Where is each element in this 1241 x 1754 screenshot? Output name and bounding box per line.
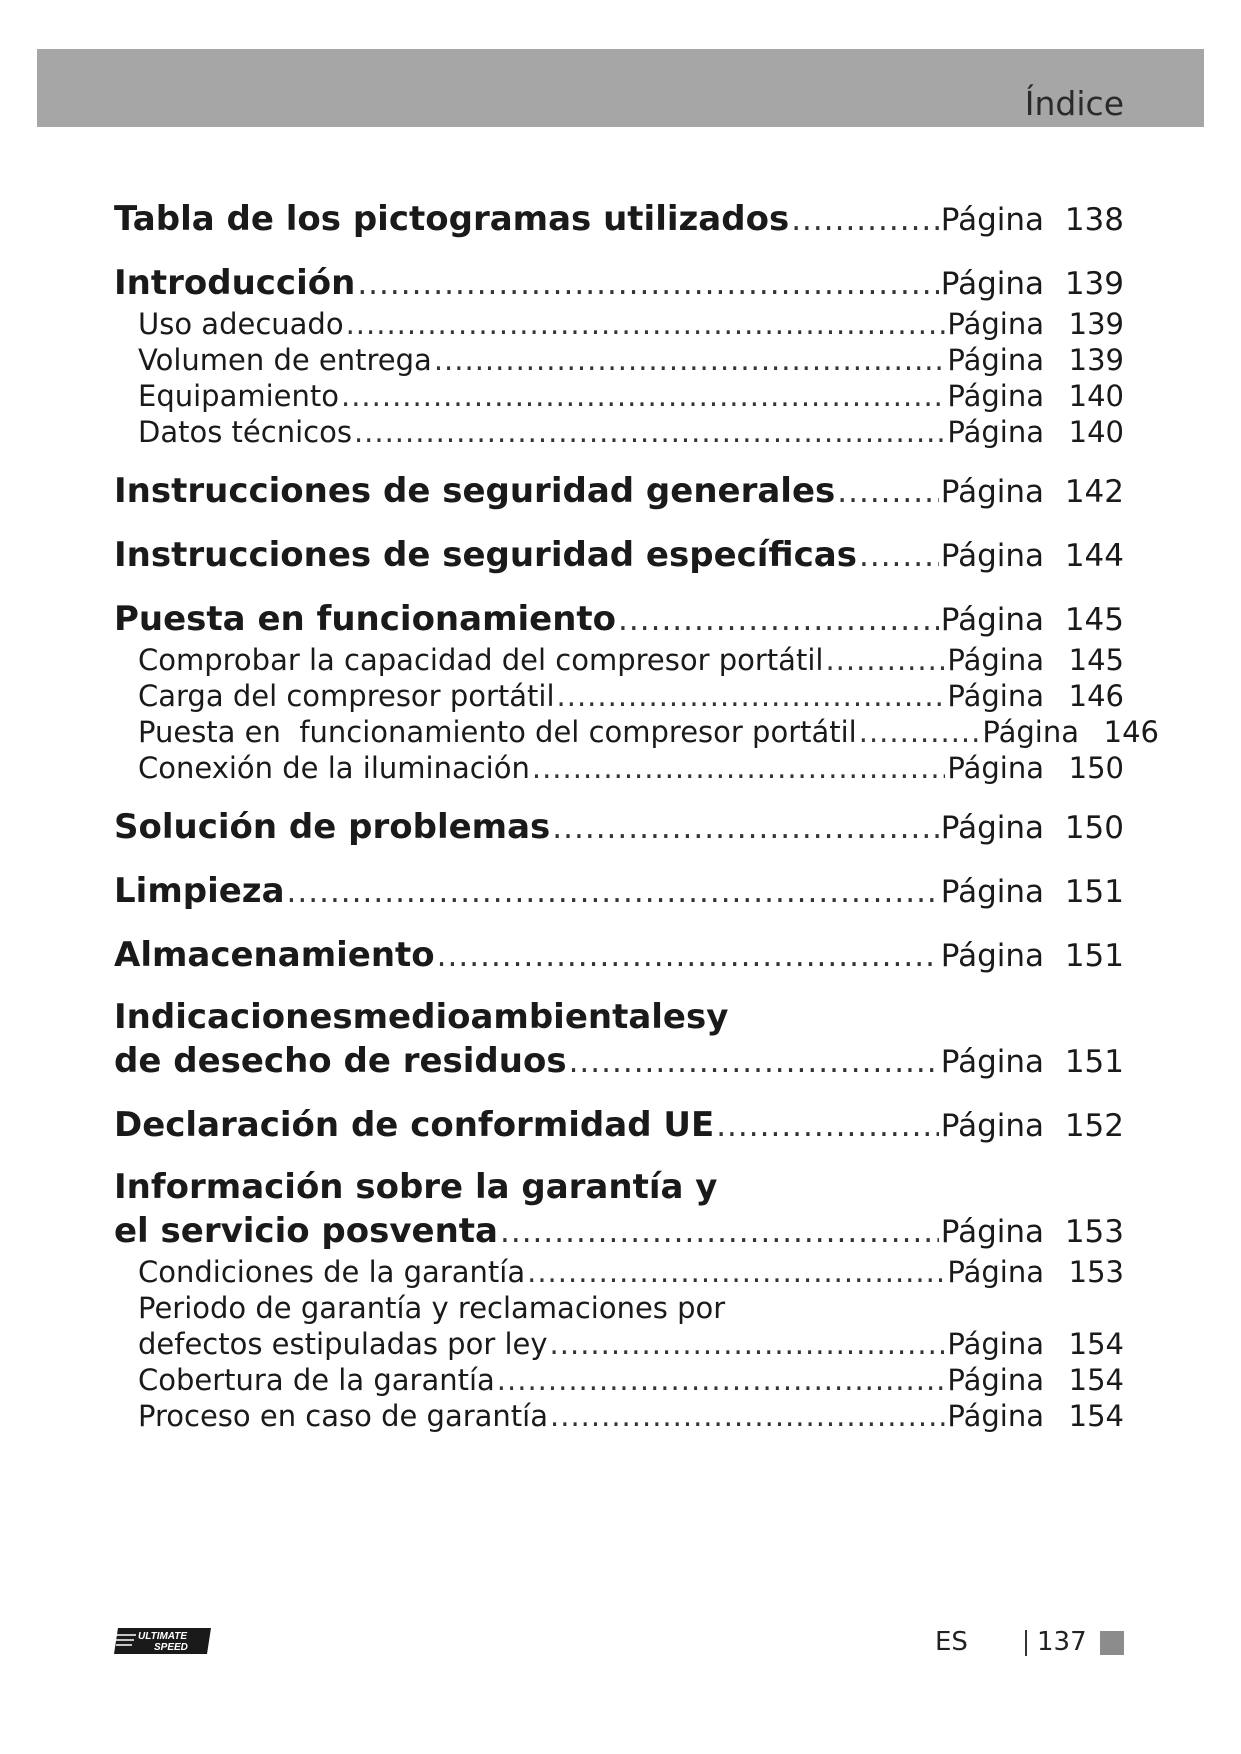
footer-language: ES bbox=[935, 1627, 968, 1657]
toc-entry-title: Uso adecuado bbox=[138, 307, 344, 341]
toc-page-label: Página bbox=[940, 602, 1044, 638]
toc-page-number: 146 bbox=[1103, 715, 1159, 749]
toc-entry-title: Limpieza bbox=[114, 871, 285, 911]
toc-subentry[interactable] bbox=[114, 306, 1124, 342]
header-bar bbox=[37, 49, 1204, 127]
svg-text:SPEED: SPEED bbox=[154, 1642, 188, 1653]
toc-entry[interactable] bbox=[114, 468, 1124, 514]
toc-subentry[interactable] bbox=[114, 642, 1124, 678]
toc-page-label: Página bbox=[947, 379, 1044, 413]
toc-subentry[interactable] bbox=[114, 750, 1124, 786]
svg-text:ULTIMATE: ULTIMATE bbox=[138, 1631, 188, 1642]
toc-subentry[interactable] bbox=[114, 1398, 1124, 1434]
toc-entry[interactable] bbox=[114, 532, 1124, 578]
toc-entry-title-line1: Periodo de garantía y reclamaciones por bbox=[138, 1291, 726, 1325]
toc-entry-title: Conexión de la iluminación bbox=[138, 751, 530, 785]
toc-entry-title: Datos técnicos bbox=[138, 415, 352, 449]
toc-page-label: Página bbox=[947, 751, 1044, 785]
toc-entry-title: Solución de problemas bbox=[114, 807, 551, 847]
toc-page-label: Página bbox=[947, 1363, 1044, 1397]
footer-page-number: 137 bbox=[1037, 1627, 1087, 1657]
toc-page-label: Página bbox=[940, 1044, 1044, 1080]
toc-page-label: Página bbox=[940, 874, 1044, 910]
toc-page-number: 146 bbox=[1068, 679, 1124, 713]
toc-page-number: 140 bbox=[1068, 379, 1124, 413]
toc-entry-title: Cobertura de la garantía bbox=[138, 1363, 495, 1397]
toc-page-label: Página bbox=[947, 307, 1044, 341]
toc-page-label: Página bbox=[940, 1108, 1044, 1144]
toc-entry-title-line1: Información sobre la garantía y bbox=[114, 1167, 718, 1207]
toc-subentry[interactable] bbox=[114, 414, 1124, 450]
toc-entry-title: Declaración de conformidad UE bbox=[114, 1105, 715, 1145]
toc-entry[interactable] bbox=[114, 1208, 1124, 1254]
toc-page-number: 154 bbox=[1068, 1399, 1124, 1433]
footer-divider bbox=[1025, 1630, 1027, 1656]
toc-page-number: 138 bbox=[1064, 202, 1124, 238]
toc-entry-title: Introducción bbox=[114, 263, 356, 303]
toc-page-number: 153 bbox=[1068, 1255, 1124, 1289]
toc-entry-title: Comprobar la capacidad del compresor portátil bbox=[138, 643, 824, 677]
toc-page-label: Página bbox=[947, 1255, 1044, 1289]
toc-page-label: Página bbox=[947, 343, 1044, 377]
toc-page-number: 139 bbox=[1068, 343, 1124, 377]
toc-entry-title: defectos estipuladas por ley bbox=[138, 1327, 548, 1361]
toc-entry-title: Condiciones de la garantía bbox=[138, 1255, 526, 1289]
toc-entry-title: el servicio posventa bbox=[114, 1211, 498, 1251]
toc-page-label: Página bbox=[940, 266, 1044, 302]
page-title: Índice bbox=[1024, 84, 1124, 123]
toc-page-number: 139 bbox=[1064, 266, 1124, 302]
toc-entry-title: Equipamiento bbox=[138, 379, 339, 413]
toc-page-number: 151 bbox=[1064, 874, 1124, 910]
toc-entry-title: Carga del compresor portátil bbox=[138, 679, 555, 713]
toc-entry[interactable] bbox=[114, 932, 1124, 978]
toc-page-number: 145 bbox=[1064, 602, 1124, 638]
toc-subentry[interactable] bbox=[114, 714, 1159, 750]
toc-page-number: 152 bbox=[1064, 1108, 1124, 1144]
toc-page-label: Página bbox=[940, 810, 1044, 846]
footer-marker bbox=[1100, 1631, 1124, 1655]
table-of-contents bbox=[114, 196, 1159, 1434]
toc-subentry[interactable] bbox=[114, 678, 1124, 714]
toc-entry[interactable] bbox=[114, 1038, 1124, 1084]
toc-page-number: 144 bbox=[1064, 538, 1124, 574]
toc-page-number: 150 bbox=[1068, 751, 1124, 785]
toc-subentry[interactable] bbox=[114, 1254, 1124, 1290]
brand-logo bbox=[114, 1626, 211, 1656]
toc-entry[interactable] bbox=[114, 804, 1124, 850]
toc-entry-title: Tabla de los pictogramas utilizados bbox=[114, 199, 790, 239]
toc-entry-title: Instrucciones de seguridad específicas bbox=[114, 535, 857, 575]
toc-page-label: Página bbox=[940, 202, 1044, 238]
toc-entry[interactable] bbox=[114, 596, 1124, 642]
toc-subentry[interactable] bbox=[114, 342, 1124, 378]
toc-page-label: Página bbox=[947, 679, 1044, 713]
toc-page-number: 140 bbox=[1068, 415, 1124, 449]
toc-page-number: 151 bbox=[1064, 938, 1124, 974]
brand-logo-graphic bbox=[114, 1626, 211, 1656]
toc-page-label: Página bbox=[940, 1214, 1044, 1250]
toc-entry[interactable] bbox=[114, 1102, 1124, 1148]
toc-page-label: Página bbox=[940, 938, 1044, 974]
toc-entry-title: Instrucciones de seguridad generales bbox=[114, 471, 836, 511]
toc-entry-title-line1: Indicacionesmedioambientalesy bbox=[114, 997, 729, 1037]
toc-page-number: 150 bbox=[1064, 810, 1124, 846]
toc-page-number: 154 bbox=[1068, 1363, 1124, 1397]
toc-subentry[interactable] bbox=[114, 378, 1124, 414]
toc-page-label: Página bbox=[947, 415, 1044, 449]
toc-page-label: Página bbox=[982, 715, 1079, 749]
toc-page-number: 153 bbox=[1064, 1214, 1124, 1250]
toc-page-label: Página bbox=[940, 474, 1044, 510]
toc-page-number: 142 bbox=[1064, 474, 1124, 510]
toc-page-number: 145 bbox=[1068, 643, 1124, 677]
toc-page-number: 154 bbox=[1068, 1327, 1124, 1361]
toc-entry-title: Volumen de entrega bbox=[138, 343, 432, 377]
toc-subentry[interactable] bbox=[114, 1326, 1124, 1362]
toc-entry[interactable] bbox=[114, 196, 1124, 242]
toc-entry-title: Puesta en funcionamiento bbox=[114, 599, 617, 639]
toc-page-number: 139 bbox=[1068, 307, 1124, 341]
toc-page-label: Página bbox=[947, 1327, 1044, 1361]
toc-entry[interactable] bbox=[114, 868, 1124, 914]
toc-page-label: Página bbox=[947, 1399, 1044, 1433]
toc-page-number: 151 bbox=[1064, 1044, 1124, 1080]
toc-entry-title: Proceso en caso de garantía bbox=[138, 1399, 549, 1433]
toc-page-label: Página bbox=[947, 643, 1044, 677]
toc-subentry[interactable] bbox=[114, 1362, 1124, 1398]
toc-entry-title: Almacenamiento bbox=[114, 935, 435, 975]
toc-entry-title: de desecho de residuos bbox=[114, 1041, 567, 1081]
toc-page-label: Página bbox=[940, 538, 1044, 574]
toc-entry-title: Puesta en funcionamiento del compresor portátil bbox=[138, 715, 857, 749]
toc-entry[interactable] bbox=[114, 260, 1124, 306]
